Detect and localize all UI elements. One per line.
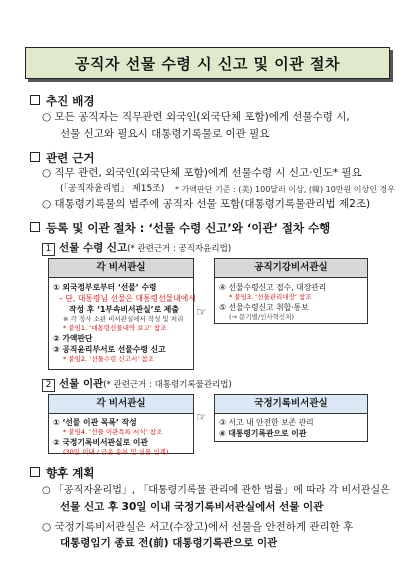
arrow-right-icon: ☞ (196, 305, 207, 319)
ethics-item-4: (→ 문기별/인사혁신처) (229, 313, 295, 321)
plan-line-2: 선물 신고 후 30일 이내 국정기록비서관실에서 선물 이관 (60, 501, 324, 513)
basis-line-1: ○ 직무 관련, 외국인(외국단체 포함)에게 선물수령 시 신고·인도* 필요 (42, 167, 362, 179)
page-title (25, 47, 390, 79)
basis-line-2: (「공직자윤리법」 제15조) (60, 184, 165, 194)
transfer-item-4: (30일 이내 / 급운 송부 및 실물 인계) (63, 448, 169, 456)
background-line-2: 선물 신고와 필요시 대통령기록물로 이관 필요 (60, 128, 270, 140)
background-line-1: ○ 모든 공직자는 직무관련 외국인(외국단체 포함)에게 선물수령 시, (42, 111, 350, 123)
archive-item-2: ④ 대통령기록관으로 이관 (219, 429, 307, 438)
panel-transfer-archive-head: 국정기록비서관실 (215, 395, 367, 414)
panel-transfer-offices (48, 394, 194, 454)
report-item-8: * 붙임2. ‘선물수령 신고서’ 참조 (63, 355, 154, 363)
transfer-item-2: * 붙임4. ‘선물 이관목록 서식’ 참조 (63, 428, 163, 436)
report-item-7: ③ 공직윤리부서로 선물수령 신고 (53, 345, 166, 354)
section-heading-background (30, 93, 94, 109)
report-item-5: * 붙임1. ‘대통령선물내역 보고’ 참조 (63, 324, 167, 332)
transfer-item-1: ① ‘선물 이관 목록’ 작성 (53, 418, 137, 427)
square-bullet-icon (30, 152, 40, 162)
panel-report-ethics (214, 258, 368, 324)
panel-transfer-offices-head: 각 비서관실 (49, 395, 193, 414)
plan-line-4: 대통령임기 종료 전(前) 대통령기록관으로 이관 (60, 537, 278, 549)
panel-report-ethics-head: 공직기강비서관실 (215, 259, 367, 278)
arrow-right-icon: ☞ (196, 410, 207, 424)
step1-label (42, 240, 231, 256)
section-heading-procedure (30, 220, 330, 236)
step2-number: 2 (42, 379, 55, 392)
panel-report-offices-head: 각 비서관실 (49, 259, 193, 278)
square-bullet-icon (30, 95, 40, 105)
report-item-2: – 단, 대통령님 선물은 대통령선물내에서 (59, 294, 196, 303)
plan-line-3: ○ 국정기록비서관실은 서고(수장고)에서 선물을 안전하게 관리한 후 (42, 521, 354, 533)
square-bullet-icon (30, 467, 40, 477)
report-item-3: 작성 후 ‘1부속비서관실’로 제출 (69, 305, 179, 314)
section-heading-basis-text: 관련 근거 (46, 151, 95, 165)
section-heading-background-text: 추진 배경 (46, 94, 95, 108)
panel-transfer-archive (214, 394, 368, 442)
page-title-text: 공직자 선물 수령 시 신고 및 이관 절차 (75, 54, 340, 73)
report-item-1: ① 외국정부로부터 ‘선물’ 수령 (53, 283, 157, 292)
basis-note: * 가액판단 기준 : (美) 100달러 이상, (韓) 10만원 이상인 경우 (175, 185, 395, 194)
report-item-4: ※ 각 정사 소관 비서관실에서 작성 및 처리 (63, 315, 184, 323)
panel-report-offices (48, 258, 194, 370)
step2-title: 선물 이관 (59, 378, 104, 390)
step1-title: 선물 수령 신고 (59, 242, 128, 254)
plan-line-1: ○ 「공직자윤리법」, 「대통령기록물 관리에 관한 법률」에 따라 각 비서관실은 (42, 485, 390, 496)
section-heading-plan (30, 465, 94, 481)
square-bullet-icon (30, 222, 40, 232)
step2-note: (* 관련근거 : 대통령기록물관리법) (103, 380, 232, 390)
ethics-item-2: * 붙임3. ‘선물관리대장’ 참조 (229, 293, 312, 301)
ethics-item-3: ⑤ 선물수령신고 취합·통보 (219, 303, 309, 312)
ethics-item-1: ④ 선물수령신고 접수, 대장관리 (219, 283, 327, 292)
report-item-6: ② 가액판단 (53, 334, 93, 343)
section-heading-basis (30, 150, 94, 166)
step2-label (42, 376, 232, 392)
basis-line-3: ○ 대통령기록물의 범주에 공직자 선물 포함(대통령기록물관리법 제2조) (42, 198, 371, 210)
section-heading-plan-text: 향후 계획 (46, 466, 95, 480)
step1-number: 1 (42, 243, 55, 256)
step1-note: (* 관련근거 : 공직자윤리법) (127, 244, 232, 254)
section-heading-procedure-text: 등록 및 이관 절차 : ‘선물 수령 신고’와 ‘이관’ 절차 수행 (46, 221, 331, 235)
archive-item-1: ③ 서고 내 안전한 보존 관리 (219, 418, 314, 427)
transfer-item-3: ② 국정기록비서관실로 이관 (53, 438, 148, 447)
